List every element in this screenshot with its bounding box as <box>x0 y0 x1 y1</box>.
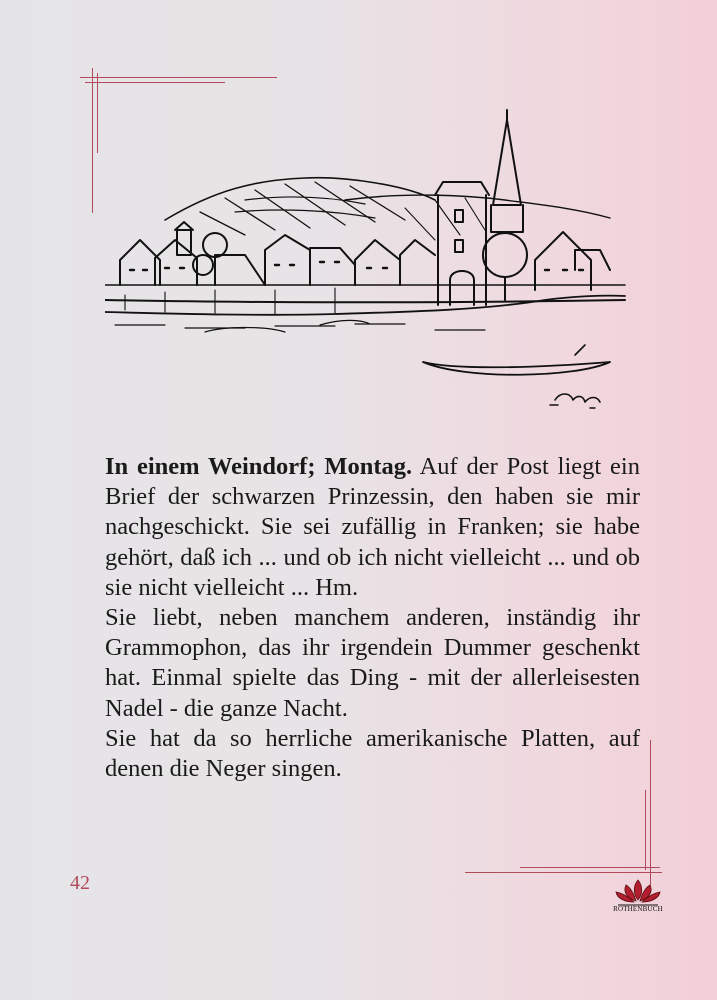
paragraph-3 <box>105 724 640 784</box>
frame-line-bottom-right-h2 <box>520 867 660 868</box>
frame-line-top-left-h2 <box>85 82 225 83</box>
frame-line-top-left-v <box>92 68 93 213</box>
frame-line-bottom-right-h <box>465 872 662 873</box>
paragraph-1-text: Auf der Post liegt ein Brief der schwarzen Prinzessin, den haben sie mir nachgeschickt. Sie sei zufällig in Franken; sie habe gehört, daß ich ... und ob ich nicht vielleicht ... und ob sie nicht vielleicht ... Hm. <box>105 453 640 601</box>
main-text <box>105 452 640 784</box>
frame-line-top-left-v2 <box>97 73 98 153</box>
page-number: 42 <box>70 872 90 894</box>
frame-line-bottom-right-v2 <box>645 790 646 870</box>
paragraph-2 <box>105 603 640 724</box>
paragraph-1 <box>105 452 640 603</box>
paragraph-2-text: Sie liebt, neben manchem anderen, inständig ihr Grammophon, das ihr irgendein Dummer geschenkt hat. Einmal spielte das Ding - mit der allerleisesten Nadel - die ganze Nacht. <box>105 604 640 722</box>
frame-line-top-left-h <box>80 77 277 78</box>
village-sketch-icon <box>105 100 645 420</box>
paragraph-1-lead: In einem Weindorf; Montag. <box>105 453 413 480</box>
publisher-logo-text: ROTHENBUCH <box>613 905 663 913</box>
frame-line-bottom-right-v <box>650 740 651 885</box>
paragraph-3-text: Sie hat da so herrliche amerikanische Platten, auf denen die Neger singen. <box>105 724 640 783</box>
